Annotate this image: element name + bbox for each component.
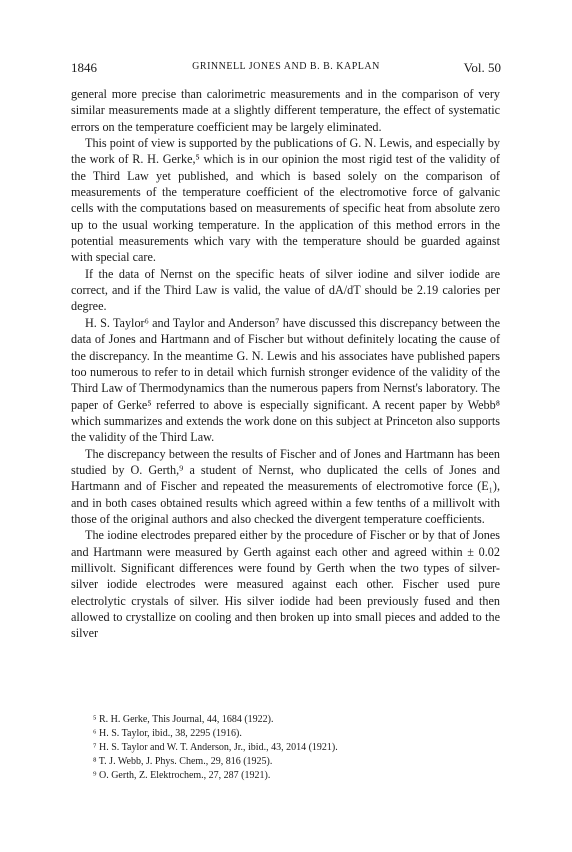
footnote: ⁵ R. H. Gerke, This Journal, 44, 1684 (1922). (93, 714, 274, 725)
footnote: ⁶ H. S. Taylor, ibid., 38, 2295 (1916). (93, 728, 242, 739)
volume-label: Vol. 50 (463, 60, 501, 75)
paragraph: H. S. Taylor⁶ and Taylor and Anderson⁷ have discussed this discrepancy between the data of Jones and Hartmann and of Fischer but without definitely locating the cause of the discrepancy. In the meantime G. N. Lewis and his associates have published papers too numerous to refer to in detail which furnish stronger evidence of the validity of the Third Law of Thermodynamics than the numerous papers from Nernst's laboratory. The paper of Gerke⁵ referred to above is especially significant. A recent paper by Webb⁸ which summarizes and extends the work done on this subject at Princeton also supports the validity of the Third Law. (71, 315, 500, 445)
footnote: ⁹ O. Gerth, Z. Elektrochem., 27, 287 (1921). (93, 770, 271, 781)
page-number: 1846 (71, 60, 97, 75)
page-header (71, 60, 501, 78)
footnote: ⁷ H. S. Taylor and W. T. Anderson, Jr., ibid., 43, 2014 (1921). (93, 742, 338, 753)
paragraph: The iodine electrodes prepared either by the procedure of Fischer or by that of Jones and Hartmann were measured by Gerth against each other and agreed within ± 0.02 millivolt. Significant differences were found by Gerth when the two types of silver-silver iodide electrodes were measured against each other. Fischer used pure electrolytic crystals of silver. His silver iodide had been previously fused and then allowed to crystallize on cooling and then broken up into small pieces and added to the silver (71, 528, 500, 641)
paragraph: The discrepancy between the results of Fischer and of Jones and Hartmann has been studied by O. Gerth,⁹ a student of Nernst, who duplicated the cells of Jones and Hartmann and of Fischer and repeated the measurements of electromotive force (E₁), and in both cases obtained results which agreed within a few tenths of a millivolt with those of the original authors and also checked the divergent temperature coefficients. (71, 446, 500, 526)
paragraph: This point of view is supported by the publications of G. N. Lewis, and especially by the work of R. H. Gerke,⁵ which is in our opinion the most rigid test of the validity of the Third Law yet published, and which is based solely on the comparison of measurements of the temperature coefficient of the electromotive force of galvanic cells with the computations based on measurements of specific heat from absolute zero up to the usual working temperature. In the application of this method errors in the potential measurements which vary with the temperature should be guarded against with special care. (71, 136, 500, 265)
footnote: ⁸ T. J. Webb, J. Phys. Chem., 29, 816 (1925). (93, 756, 273, 767)
footnotes (93, 713, 503, 783)
paragraph: If the data of Nernst on the specific heats of silver iodine and silver iodide are correct, and if the Third Law is valid, the value of dA/dT should be 2.19 calories per degree. (71, 266, 500, 314)
body-text (71, 86, 500, 642)
paragraph: general more precise than calorimetric measurements and in the comparison of very similar measurements made at a slightly different temperature, the effect of systematic errors on the temperature coefficient may be largely eliminated. (71, 87, 500, 134)
running-title: GRINNELL JONES AND B. B. KAPLAN (192, 61, 380, 72)
